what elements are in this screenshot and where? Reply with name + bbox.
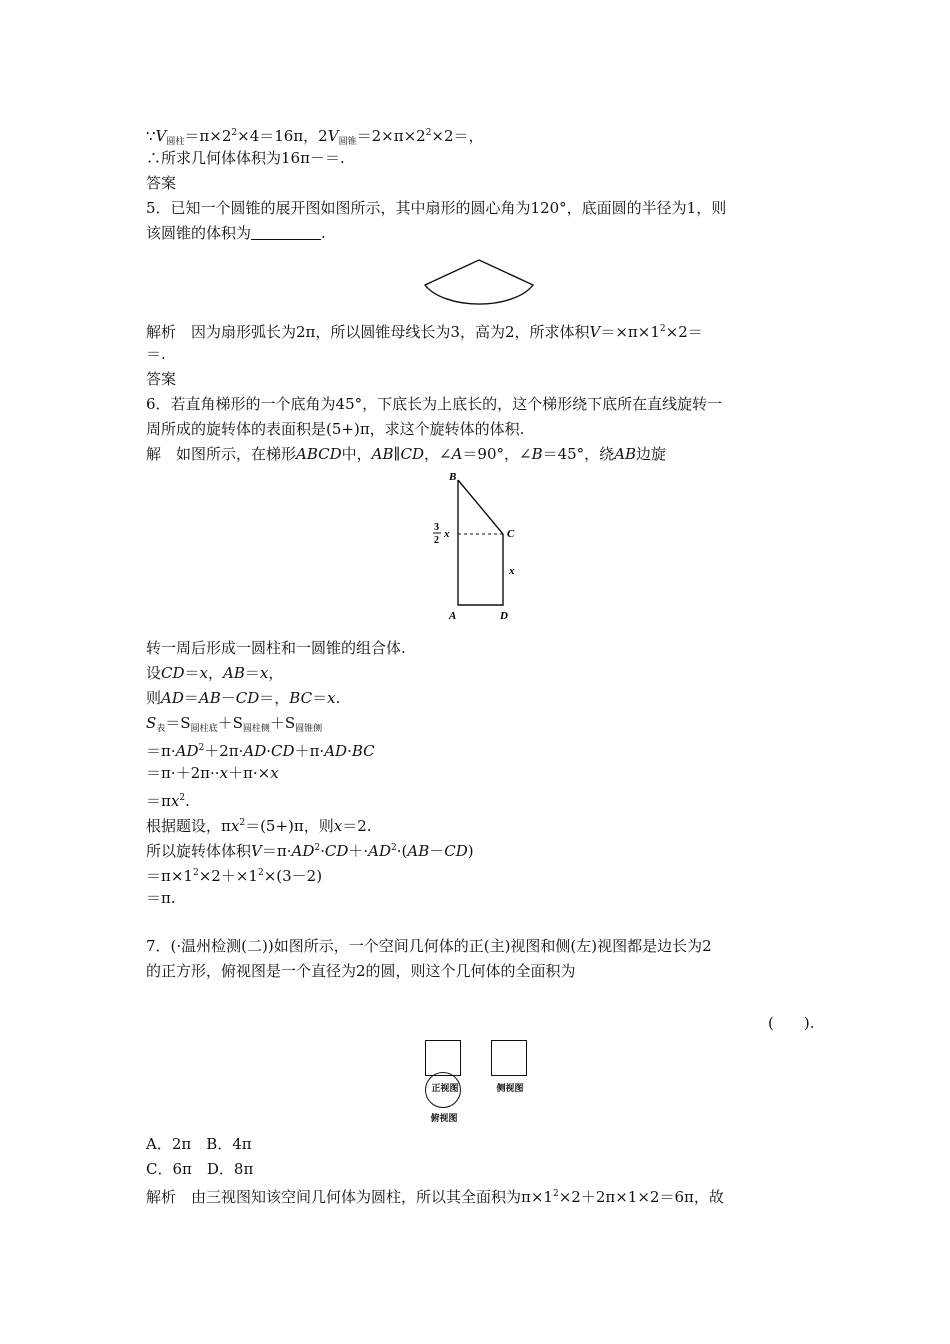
problem-6-line-2: 周所成的旋转体的表面积是(5+)π，求这个旋转体的体积. [146,420,525,438]
answer-parentheses: ( ). [768,1014,815,1032]
solution-6-line-9: 根据题设，$\pi x^2=(5+)\pi$，则x＝2. [146,817,372,835]
solution-6-line-1: 解 如图所示，在梯形ABCD中，AB∥CD，∠A＝90°，∠B＝45°，绕AB边旋 [146,445,667,463]
front-view-square [425,1040,461,1076]
problem-5-line-1: 5．已知一个圆锥的展开图如图所示，其中扇形的圆心角为120°，底面圆的半径为1，则 [146,199,727,217]
solution-6-line-10: 所以旋转体体积$V=\pi\cdot AD^2\cdot CD+\cdot AD^2\cdot(AB-CD)$ [146,842,474,860]
problem-5-line-2: 该圆锥的体积为 . [146,224,326,242]
problem-7-line-2: 的正方形，俯视图是一个直径为2的圆，则这个几何体的全面积为 [146,962,576,980]
side-view-label: 侧视图 [496,1084,524,1094]
solution-6-line-12: ＝π. [146,889,176,907]
solution-5-line-1: 解析 因为扇形弧长为2π，所以圆锥母线长为3，高为2，所求体积$V=\times\pi\times 1^2\times 2=$ [146,323,703,341]
answer-blank [251,225,321,240]
sector-figure [420,255,538,317]
solution-6-line-6: $=\pi\cdot AD^2+2\pi\cdot AD\cdot CD+\pi\cdot AD\cdot BC$ [146,742,375,760]
answer-label: 答案 [146,174,177,192]
vertex-d-label: D [500,610,508,622]
option-line-2: C．6π D．8π [146,1160,254,1178]
solution-6-line-11: $=\pi\times 1^2\times 2+\times 1^2\times(3-2)$ [146,867,323,885]
problem-6-line-1: 6．若直角梯形的一个底角为45°，下底长为上底长的，这个梯形绕下底所在直线旋转一 [146,395,723,413]
vertex-a-label: A [449,610,457,622]
text-line-1: $\because V_{圆柱}=\pi\times 2^2\times 4=16\pi$，$2V_{圆锥}=2\times\pi\times 2^2\times 2=$， [146,127,484,147]
solution-6-line-3: 设CD＝x，AB＝x， [146,664,284,682]
top-view-label: 俯视图 [430,1114,458,1124]
solution-6-line-2: 转一周后形成一圆柱和一圆锥的组合体. [146,639,406,657]
solution-6-line-4: 则AD＝AB－CD＝，BC＝x. [146,689,341,707]
fraction-x-label: x [444,528,450,540]
text-line-2: ∴所求几何体体积为16π－＝. [146,149,345,167]
front-view-label: 正视图 [431,1084,459,1094]
solution-7-line-1: 解析 由三视图知该空间几何体为圆柱，所以其全面积为$\pi\times 1^2\times 2+2\pi\times 1\times 2=6\pi$，故 [146,1188,724,1206]
top-view-circle [425,1072,461,1108]
problem-7-line-1: 7．(·温州检测(二))如图所示，一个空间几何体的正(主)视图和侧(左)视图都是边长为2 [146,937,712,955]
solution-6-line-8: $=\pi x^2$. [146,792,190,810]
solution-6-line-7: ＝π·＋2π··x＋π·×x [146,764,279,782]
trapezoid-figure [425,470,530,622]
side-view-square [491,1040,527,1076]
vertex-c-label: C [507,528,515,540]
answer-label: 答案 [146,370,177,388]
option-line-1: A．2π B．4π [146,1135,252,1153]
solution-6-line-5: $S_表=S_{圆柱底}+S_{圆柱侧}+S_{圆锥侧}$ [146,714,323,734]
solution-5-line-2: ＝. [146,345,166,363]
vertex-b-label: B [449,471,457,483]
side-x-label: x [509,565,515,577]
fraction-denominator: 2 [434,535,439,546]
fraction-numerator: 3 [434,522,439,533]
